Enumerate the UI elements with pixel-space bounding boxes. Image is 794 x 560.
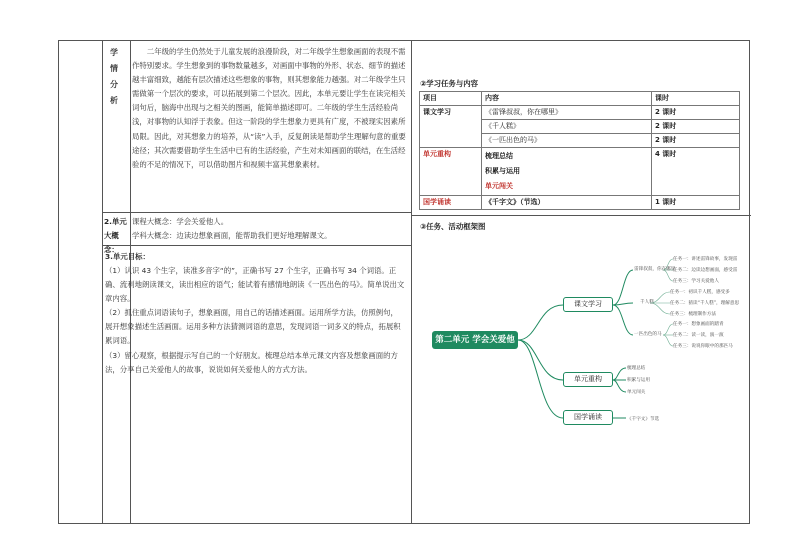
header-content: 内容 (482, 92, 652, 106)
subject-concept: 学科大概念：边读边想象画面，能帮助我们更好地理解课文。 (132, 231, 332, 241)
row-content: 《千字文》（节选） (482, 196, 652, 210)
leaf-task: 任务三：梳理制作方法 (670, 312, 716, 317)
task-table (419, 91, 740, 210)
header-hours: 课时 (652, 92, 740, 106)
row-hours: 1 课时 (652, 196, 740, 210)
leaf-guoxue: 《千字文》节选 (627, 417, 660, 422)
connector (613, 270, 633, 305)
branch-text-study: 课文学习 (563, 297, 613, 312)
connector (613, 380, 626, 392)
column-line (102, 41, 103, 523)
row-item: 国学诵读 (420, 196, 482, 210)
connector (518, 340, 563, 380)
row-content: 《一匹出色的马》 (482, 134, 652, 148)
leaf-task: 任务一：想象画面的踏青 (673, 322, 724, 327)
concept-label: 2.单元大概念： (104, 217, 127, 254)
goal-label: 3.单元目标： (105, 252, 150, 261)
connector (663, 335, 673, 346)
row-hours: 4 课时 (652, 148, 740, 196)
row-content: 《雷锋叔叔，你在哪里》 (482, 106, 652, 120)
row-line (411, 215, 751, 216)
sub-topic: 一匹出色的马 (634, 332, 662, 337)
table-row (420, 196, 740, 210)
branch-unit-rebuild: 单元重构 (563, 372, 613, 387)
task-title: ②学习任务与内容 (420, 79, 478, 88)
sub-topic: 雷锋叔叔，你在哪里 (634, 267, 676, 272)
header-item: 项目 (420, 92, 482, 106)
leaf-task: 任务二：边读边想画面，感受雷 (673, 268, 738, 273)
row-item: 课文学习 (420, 106, 482, 148)
connector (613, 368, 626, 380)
mindmap-root: 第二单元 学会关爱他人 (432, 331, 518, 349)
concept-text (132, 215, 406, 243)
row-content: 梳理总结 积累与运用 单元闯关 (482, 148, 652, 196)
leaf-task: 任务一：讲述雷锋故事，发现雷 (673, 257, 738, 262)
table-row (420, 106, 740, 120)
table-row (420, 148, 740, 196)
analysis-text: 二年级的学生仍然处于儿童发展的浪漫阶段，对二年级学生想象画面的表现不需作特别要求。学生想象到的事物数量越多，对画面中事物的外形、状态、细节的描述越丰富细致，越能有层次描述这些想象的事物，则其想象能力越强。对二年级学生只需做第一个层次的要求，可以拓展到第二个层次。因此，本单元要让学生在读完相关词句后，脑海中出现与之相关的图画，能简单描述即可。二年级的学生生活经验尚浅，对事物的认知浮于表象。但这一阶段的学生想象力更具有广度，不被现实因素所局限。因此，对其想象力的培养，从“读”入手，反复朗读是帮助学生理解句意的重要途径；其次需要借助学生生活中已有的生活经验，产生对未知画面的联结，在生活经验的不足的情况下，可以借助图片和视频丰富其想象素材。 (132, 47, 406, 169)
connector (613, 305, 633, 335)
row-content: 《千人糕》 (482, 120, 652, 134)
leaf-unit: 梳理总结 (627, 366, 646, 371)
connector (663, 324, 673, 335)
leaf-task: 任务二：读一读，演一演 (673, 333, 724, 338)
course-concept: 课程大概念：学会关爱他人。 (132, 217, 229, 226)
row-hours: 2 课时 (652, 106, 740, 120)
row-item: 单元重构 (420, 148, 482, 196)
row-line (102, 212, 411, 213)
leaf-task: 任务二：猜读“千人糕”，理解意思 (670, 301, 740, 306)
section-label-analysis: 学 情 分 析 (110, 48, 118, 105)
row-hours: 2 课时 (652, 134, 740, 148)
connector (518, 305, 563, 340)
leaf-task: 任务三：学习关爱他人 (673, 279, 719, 284)
goal-2: （2）抓住重点词语读句子，想象画面，用自己的话描述画面。运用所学方法，仿照例句，展开想象描述生活画面。运用多种方法猜测词语的意思，发现词语一词多义的特点，拓展积累词语。 (105, 308, 401, 346)
map-title: ③任务、活动框架图 (420, 222, 486, 231)
goal-list (105, 264, 405, 377)
leaf-unit: 单元闯关 (627, 390, 646, 395)
row-line (102, 245, 411, 246)
leaf-task: 任务一：初识千人糕，感受多 (670, 290, 730, 295)
goal-3: （3）留心观察，根据提示写自己的一个好朋友。梳理总结本单元课文内容及想象画面的方法，分享自己关爱他人的故事，说说如何关爱他人的方式方法。 (105, 350, 398, 374)
leaf-unit: 积累与运用 (627, 378, 650, 383)
row-hours: 2 课时 (652, 120, 740, 134)
sub-topic: 千人糕 (640, 300, 654, 305)
leaf-task: 任务三：说说你眼中的那匹马 (673, 344, 733, 349)
column-line (411, 41, 412, 523)
table-header-row (420, 92, 740, 106)
branch-guoxue: 国学诵读 (563, 410, 613, 425)
goal-1: （1）认识 43 个生字，读准多音字“的”，正确书写 27 个生字，正确书写 34 个词语。正确、流利地朗读课文，读出相应的语气；能试着有感情地朗读《一匹出色的马》。简单说出文章内容。 (105, 266, 405, 304)
